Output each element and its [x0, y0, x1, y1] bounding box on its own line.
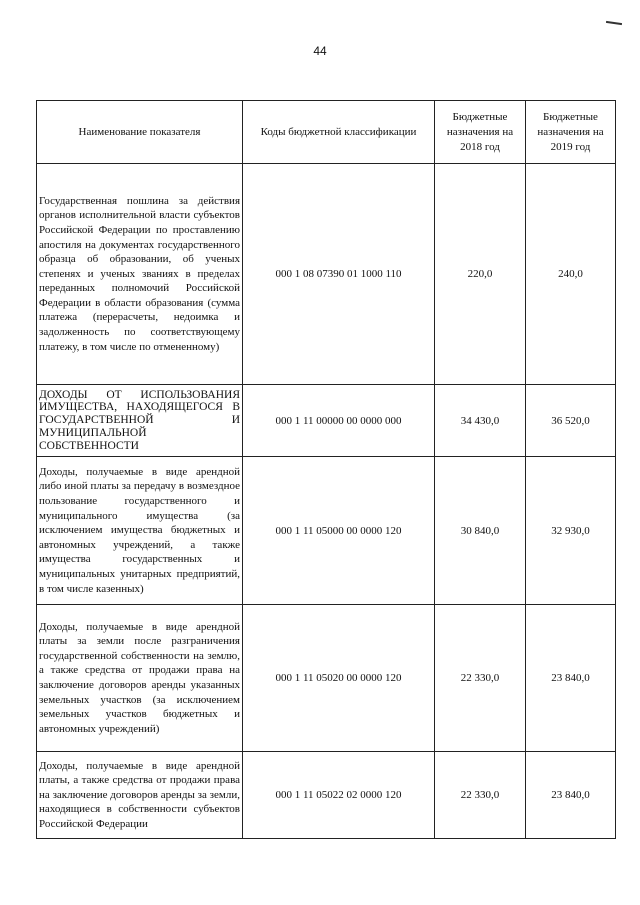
row-code: 000 1 11 05000 00 0000 120	[243, 457, 435, 605]
row-code: 000 1 11 05020 00 0000 120	[243, 605, 435, 752]
scan-mark	[606, 21, 622, 25]
row-budget-2019: 36 520,0	[526, 385, 616, 457]
row-budget-2018: 34 430,0	[435, 385, 526, 457]
row-code: 000 1 08 07390 01 1000 110	[243, 164, 435, 385]
header-code: Коды бюджетной классификации	[243, 101, 435, 164]
row-budget-2018: 220,0	[435, 164, 526, 385]
table-row	[37, 385, 616, 457]
row-code: 000 1 11 05022 02 0000 120	[243, 752, 435, 839]
page-number: 44	[313, 44, 327, 58]
row-budget-2018: 22 330,0	[435, 752, 526, 839]
table-row	[37, 457, 616, 605]
row-name: Доходы, получаемые в виде арендной платы, а также средства от продажи права на заключение договоров аренды за земли, находящиеся в собственности субъектов Российской Федерации	[37, 752, 243, 839]
row-code: 000 1 11 00000 00 0000 000	[243, 385, 435, 457]
table-header-row	[37, 101, 616, 164]
header-name: Наименование показателя	[37, 101, 243, 164]
table-row	[37, 752, 616, 839]
row-budget-2018: 30 840,0	[435, 457, 526, 605]
row-budget-2019: 23 840,0	[526, 752, 616, 839]
page-bottom-margin	[0, 846, 640, 905]
header-budget-2018: Бюджетные назначения на 2018 год	[435, 101, 526, 164]
row-name: Доходы, получаемые в виде арендной либо иной платы за передачу в возмездное пользование государственного и муниципального имущества (за исключением имущества бюджетных и автономных учреждений, а также имущества государственных и муниципальных унитарных предприятий, в том числе казенных)	[37, 457, 243, 605]
row-name: ДОХОДЫ ОТ ИСПОЛЬЗОВАНИЯ ИМУЩЕСТВА, НАХОДЯЩЕГОСЯ В ГОСУДАРСТВЕННОЙ И МУНИЦИПАЛЬНОЙ СОБСТВЕННОСТИ	[37, 385, 243, 457]
row-name: Государственная пошлина за действия органов исполнительной власти субъектов Российской Федерации по проставлению апостиля на документах государственного образца об образовании, об ученых степенях и ученых званиях в пределах переданных полномочий Российской Федерации в области образования (сумма платежа (перерасчеты, недоимка и задолженность по соответствующему платежу, в том числе по отмененному)	[37, 164, 243, 385]
budget-table	[36, 100, 616, 839]
table-row	[37, 164, 616, 385]
row-budget-2018: 22 330,0	[435, 605, 526, 752]
header-budget-2019: Бюджетные назначения на 2019 год	[526, 101, 616, 164]
row-budget-2019: 32 930,0	[526, 457, 616, 605]
row-budget-2019: 240,0	[526, 164, 616, 385]
table-row	[37, 605, 616, 752]
row-budget-2019: 23 840,0	[526, 605, 616, 752]
row-name: Доходы, получаемые в виде арендной платы за земли после разграничения государственной собственности на землю, а также средства от продажи права на заключение договоров аренды указанных земельных участков (за исключением земельных участков бюджетных и автономных учреждений)	[37, 605, 243, 752]
